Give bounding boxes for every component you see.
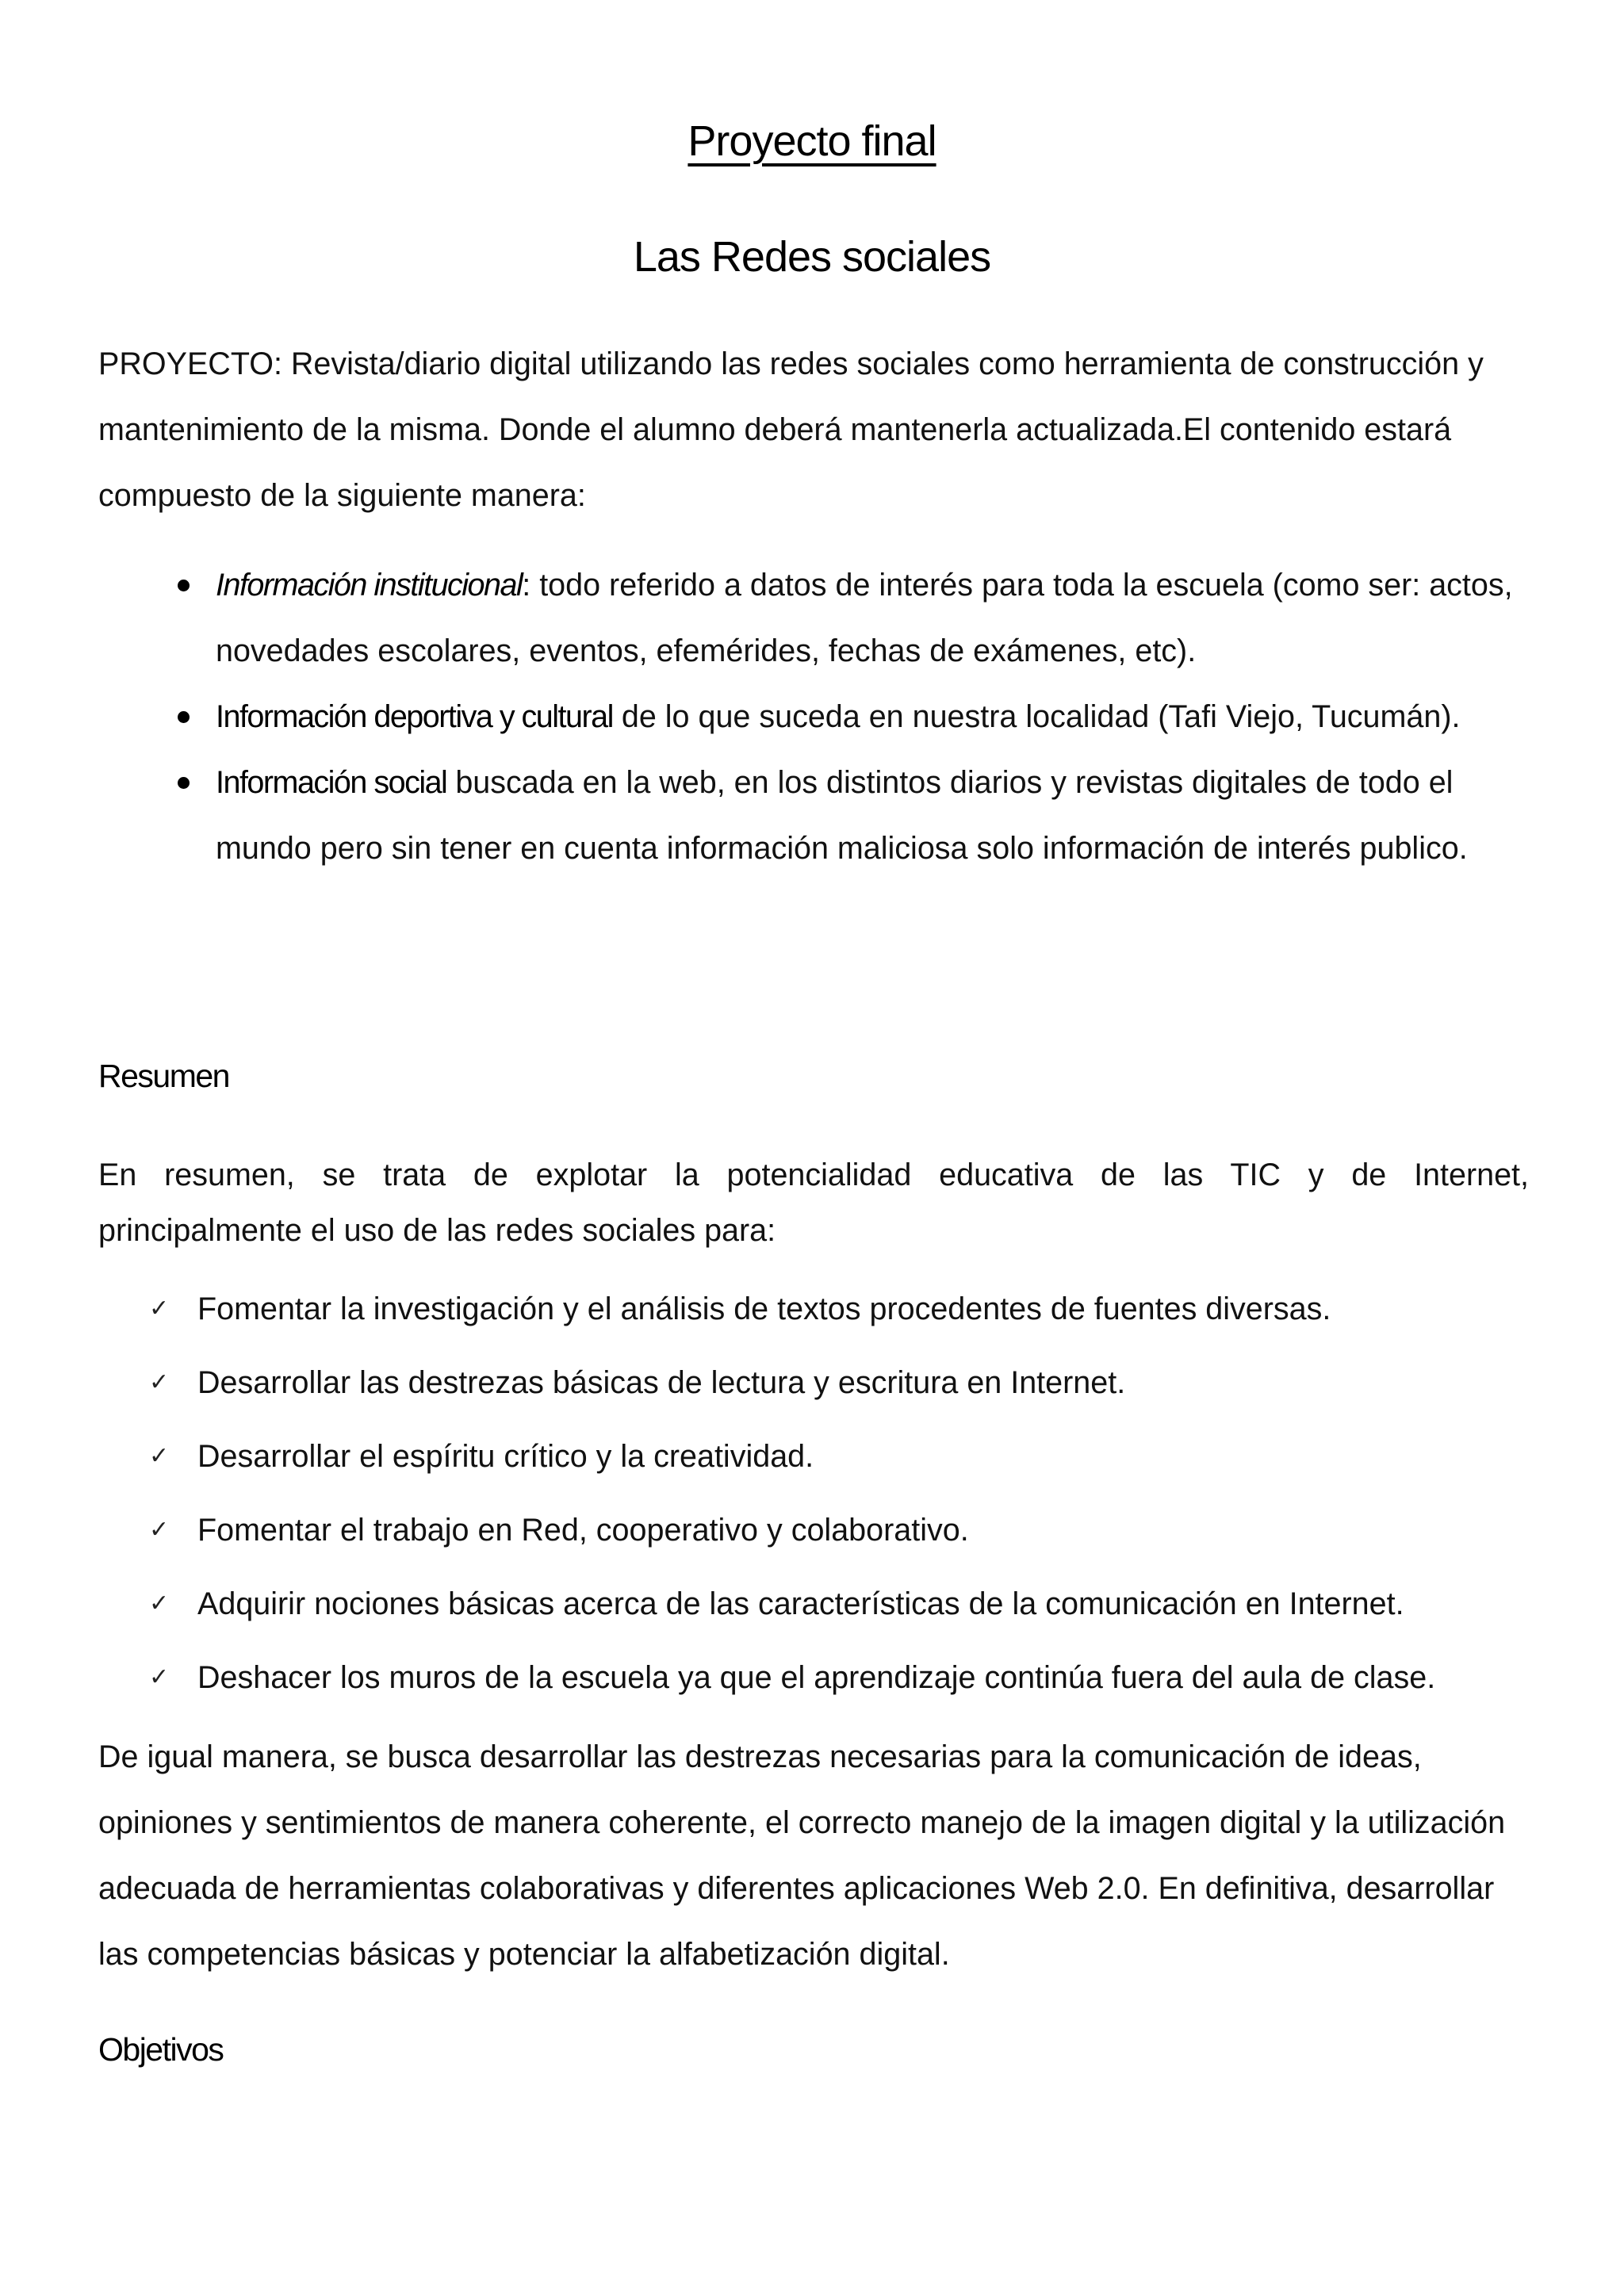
objetivos-heading: Objetivos <box>98 2031 224 2068</box>
bullet-lead: Información social <box>216 765 447 800</box>
bullet-text: : todo referido a datos de interés para toda la escuela (como ser: actos, novedades escolares, eventos, efemérides, fechas de exámenes, etc). <box>216 568 1513 668</box>
document-title-text: Proyecto final <box>688 117 936 165</box>
document-subtitle: Las Redes sociales <box>633 233 991 281</box>
bullet-icon <box>178 580 190 591</box>
goal-text: Adquirir nociones básicas acerca de las características de la comunicación en Internet. <box>197 1586 1404 1621</box>
list-item <box>0 1576 1624 1650</box>
bullet-text: buscada en la web, en los distintos diarios y revistas digitales de todo el mundo pero sin tener en cuenta información maliciosa solo información de interés publico. <box>216 765 1468 866</box>
content-bullet-list <box>0 553 1624 882</box>
goal-text: Deshacer los muros de la escuela ya que el aprendizaje continúa fuera del aula de clase. <box>197 1660 1436 1695</box>
checkmark-icon: ✓ <box>149 1368 170 1396</box>
bullet-icon <box>178 711 190 723</box>
list-item <box>0 1650 1624 1724</box>
list-item <box>0 553 1624 684</box>
checkmark-icon: ✓ <box>149 1663 170 1691</box>
list-item <box>0 1355 1624 1429</box>
goal-text: Fomentar el trabajo en Red, cooperativo y colaborativo. <box>197 1513 969 1548</box>
list-item <box>0 684 1624 750</box>
resumen-heading: Resumen <box>98 1058 229 1094</box>
goal-text: Desarrollar el espíritu crítico y la creatividad. <box>197 1439 814 1474</box>
goal-text: Fomentar la investigación y el análisis de textos procedentes de fuentes diversas. <box>197 1292 1331 1326</box>
goal-text: Desarrollar las destrezas básicas de lectura y escritura en Internet. <box>197 1365 1126 1400</box>
checkmark-icon: ✓ <box>149 1442 170 1470</box>
checkmark-icon: ✓ <box>149 1516 170 1544</box>
closing-paragraph: De igual manera, se busca desarrollar las destrezas necesarias para la comunicación de ideas, opiniones y sentimientos de manera coherente, el correcto manejo de la imagen digital y la utilización adecuada de herramientas colaborativas y diferentes aplicaciones Web 2.0. En definitiva, desarrollar las competencias básicas y potenciar la alfabetización digital. <box>98 1739 1506 1972</box>
checkmark-icon: ✓ <box>149 1295 170 1322</box>
list-item <box>0 1281 1624 1355</box>
document-title <box>0 109 1624 173</box>
list-item <box>0 1502 1624 1576</box>
bullet-lead: Información institucional <box>216 568 523 603</box>
resumen-paragraph <box>98 1147 1529 1258</box>
list-item <box>0 1429 1624 1502</box>
goals-checklist <box>0 1281 1624 1724</box>
resumen-line-2: principalmente el uso de las redes sociales para: <box>98 1213 776 1248</box>
list-item <box>0 750 1624 882</box>
checkmark-icon: ✓ <box>149 1590 170 1617</box>
intro-paragraph: PROYECTO: Revista/diario digital utilizando las redes sociales como herramienta de construcción y mantenimiento de la misma. Donde el alumno deberá mantenerla actualizada.El contenido estará compuesto de la siguiente manera: <box>98 346 1484 513</box>
resumen-line-1: En resumen, se trata de explotar la potencialidad educativa de las TIC y de Internet, <box>98 1158 1529 1192</box>
bullet-lead: Información deportiva y cultural <box>216 699 613 734</box>
bullet-icon <box>178 777 190 789</box>
bullet-text: de lo que suceda en nuestra localidad (Tafi Viejo, Tucumán). <box>612 699 1461 734</box>
